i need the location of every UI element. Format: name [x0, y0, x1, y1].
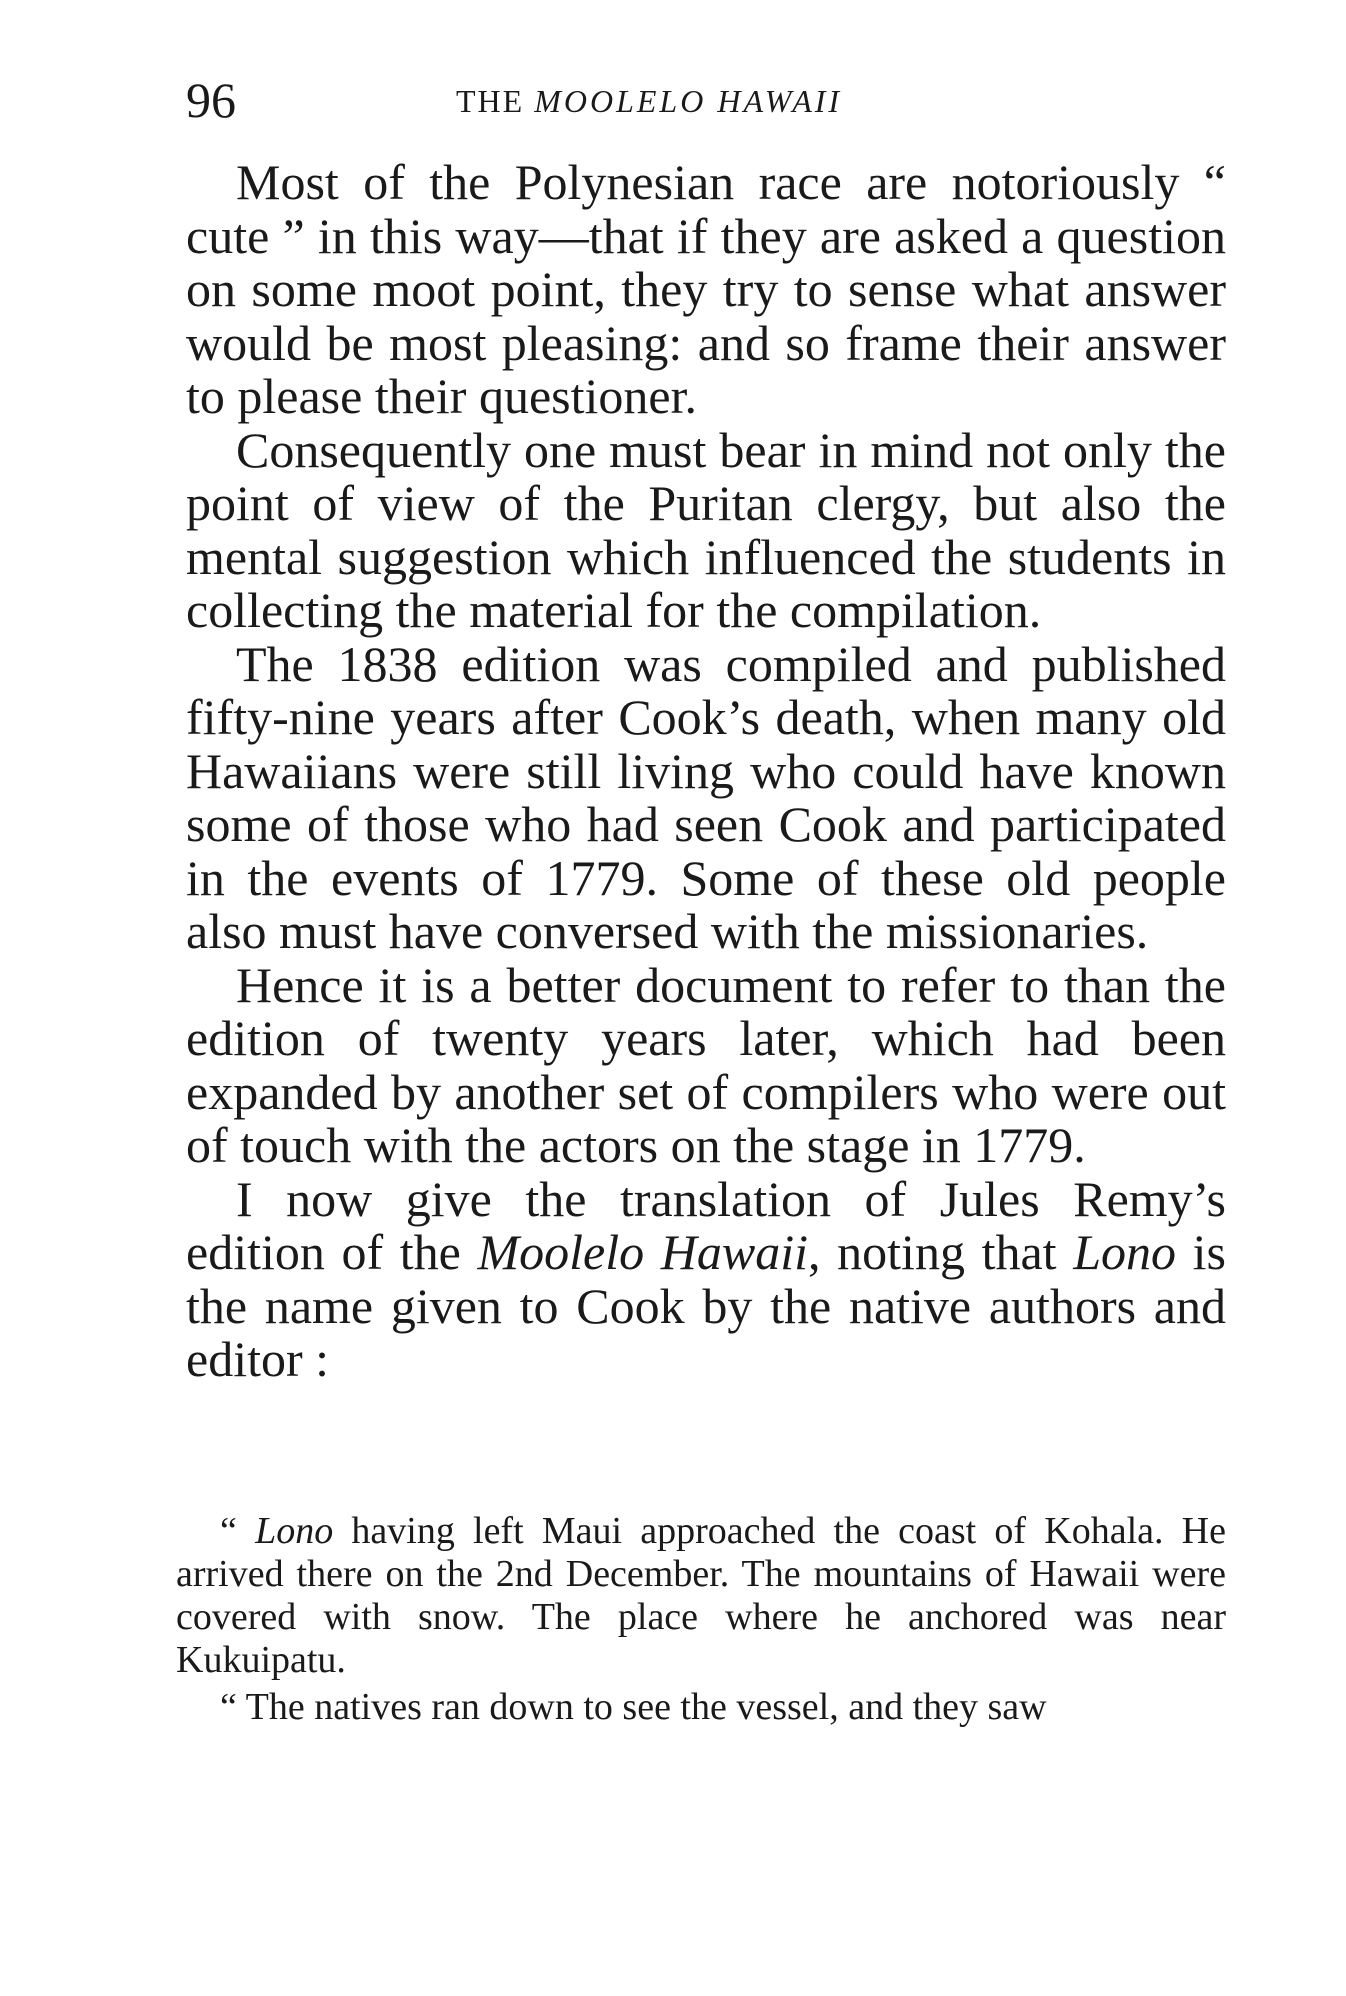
paragraph-better-document: Hence it is a better document to refer to than the edition of twenty years later, which had been expanded by another set of compilers who were out of touch with the actors on the stage in 1779. — [186, 956, 1226, 1173]
running-title-italic: MOOLELO HAWAII — [534, 83, 843, 119]
quote-italic-lono: Lono — [255, 1510, 334, 1552]
intro-italic-moolelo: Moolelo Hawaii — [477, 1224, 809, 1280]
quote-paragraph-lono — [176, 1510, 1226, 1682]
quote-text-rest: having left Maui approached the coast of Kohala. He arrived there on the 2nd December. The mountains of Hawaii were covered with snow. The place where he anchored was near Kukuipatu. — [176, 1510, 1226, 1681]
quoted-translation — [176, 1510, 1226, 1729]
quote-paragraph-natives: “ The natives ran down to see the vessel, and they saw — [220, 1686, 1047, 1728]
body-text — [186, 156, 1226, 1387]
quote-open-mark: “ — [220, 1510, 256, 1552]
intro-italic-lono: Lono — [1073, 1224, 1177, 1280]
intro-text-3: is the name given to Cook by the native authors and editor : — [186, 1224, 1226, 1387]
paragraph-1838-edition: The 1838 edition was compiled and published fifty-nine years after Cook’s death, when many old Hawaiians were still living who could have known some of those who had seen Cook and participated in the events of 1779. Some of these old people also must have conversed with the missionaries. — [186, 635, 1226, 959]
intro-text-2: , noting that — [808, 1224, 1074, 1280]
running-title-prefix: THE — [456, 83, 525, 119]
running-title — [456, 76, 842, 126]
paragraph-translation-intro — [186, 1170, 1226, 1387]
intro-text-1: I now give the translation of Jules Remy’s edition of the — [186, 1170, 1226, 1280]
page-number: 96 — [186, 72, 236, 128]
paragraph-consequently: Consequently one must bear in mind not only the point of view of the Puritan clergy, but also the mental suggestion which influenced the students in collecting the material for the compilation. — [186, 421, 1226, 638]
paragraph-polynesian: Most of the Polynesian race are notoriously “ cute ” in this way—that if they are asked a question on some moot point, they try to sense what answer would be most pleasing: and so frame their answer to please their questioner. — [186, 154, 1226, 424]
running-head — [186, 70, 1226, 130]
